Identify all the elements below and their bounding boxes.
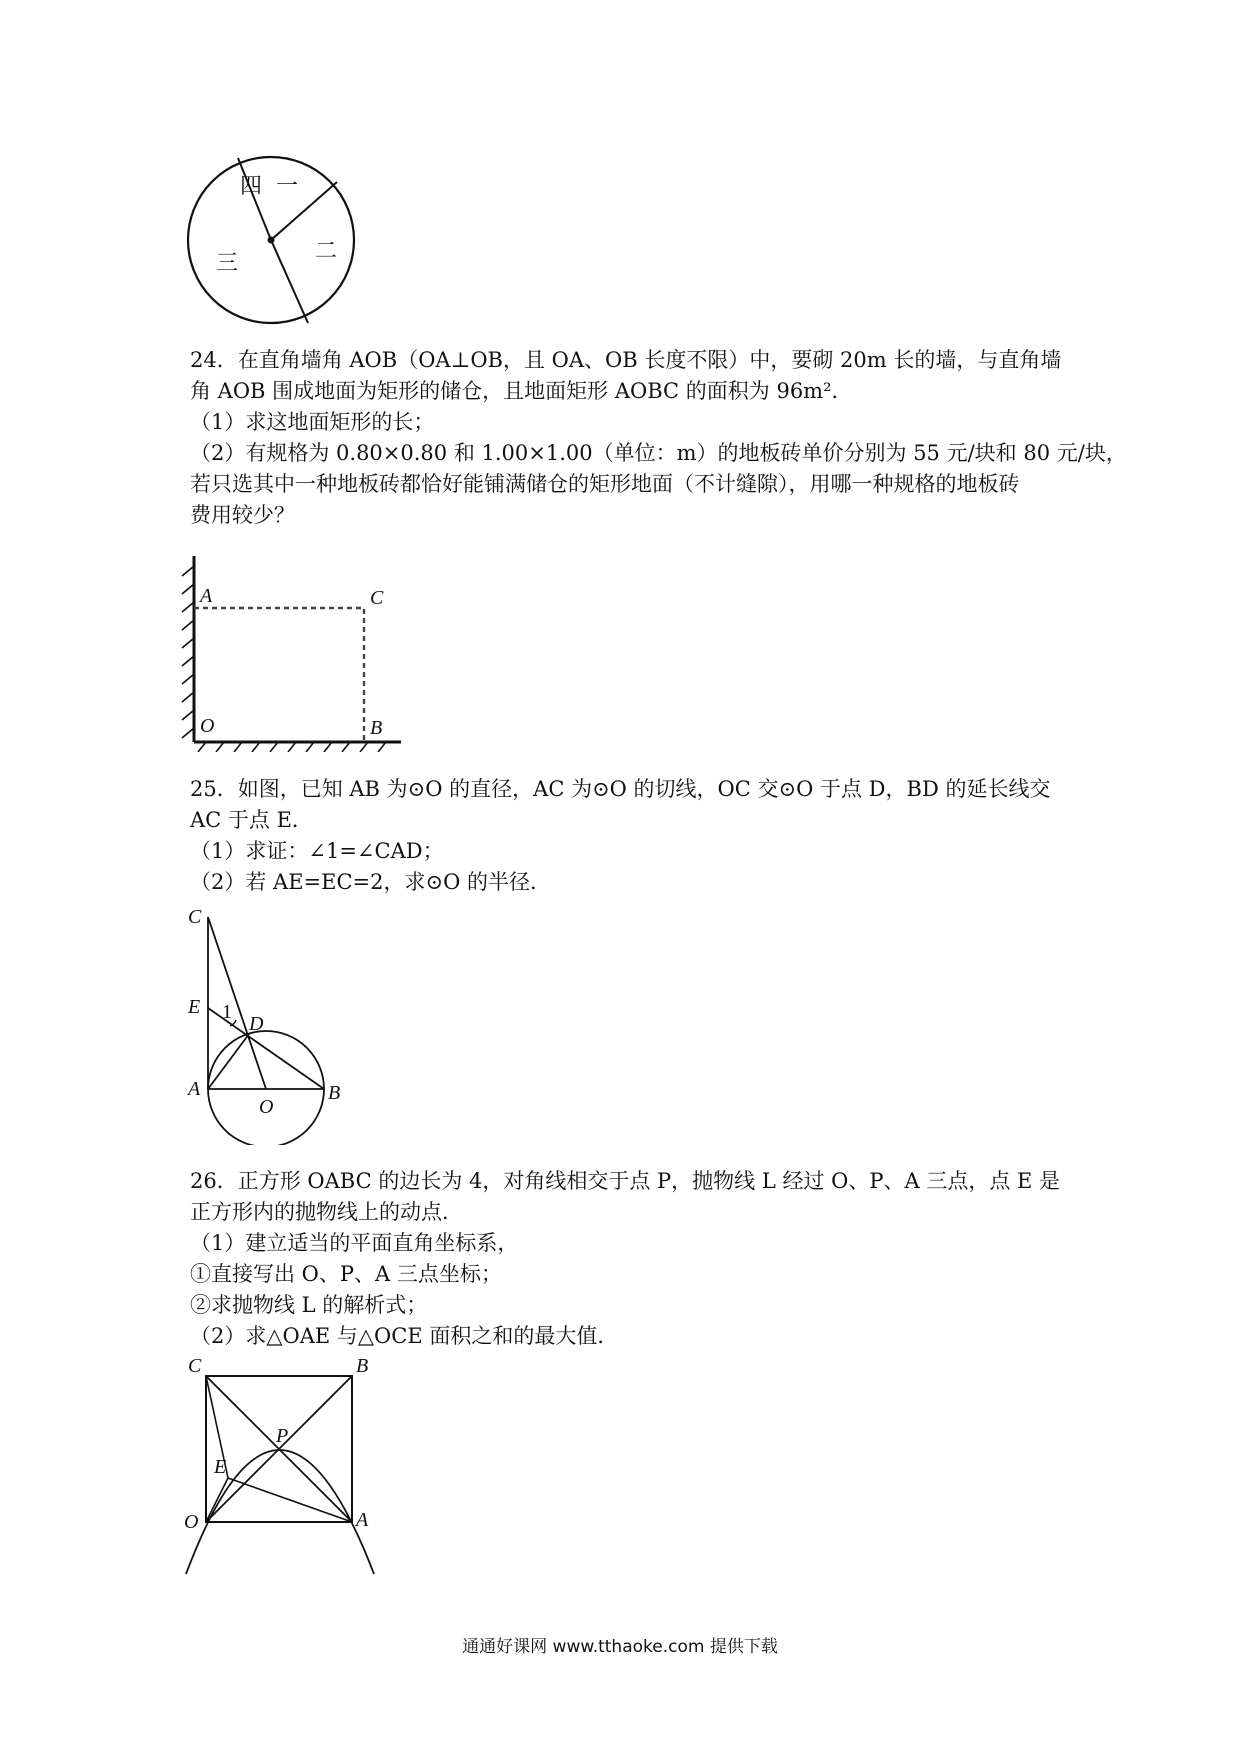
label-B: B	[370, 717, 383, 739]
label-C: C	[188, 906, 202, 928]
label-angle-1: 1	[222, 1001, 232, 1023]
sector-label-2: 二	[315, 239, 338, 264]
q24-line: （1）求这地面矩形的长；	[190, 410, 435, 434]
sector-label-4: 四	[240, 174, 263, 199]
q25-line: （2）若 AE=EC=2，求⊙O 的半径．	[190, 870, 551, 894]
q24-line: 费用较少？	[190, 503, 295, 527]
q26-line: 正方形内的抛物线上的动点．	[190, 1200, 463, 1224]
label-E: E	[214, 1456, 227, 1478]
page-footer: 通通好课网 www.tthaoke.com 提供下载	[462, 1637, 778, 1657]
label-C: C	[370, 587, 384, 609]
q26-line: 26．正方形 OABC 的边长为 4，对角线相交于点 P，抛物线 L 经过 O、P、A 三点，点 E 是	[190, 1169, 1061, 1193]
q26-figure	[184, 1352, 394, 1582]
label-O: O	[200, 715, 215, 737]
question-24	[190, 345, 1127, 531]
question-25	[190, 774, 1070, 898]
label-P: P	[276, 1425, 289, 1447]
label-A: A	[188, 1078, 201, 1100]
label-O: O	[259, 1096, 274, 1118]
q24-figure	[176, 552, 406, 752]
sector-label-1: 一	[276, 174, 299, 199]
q26-line: ①直接写出 O、P、A 三点坐标；	[190, 1262, 502, 1286]
sector-label-3: 三	[216, 251, 239, 276]
label-A: A	[200, 585, 213, 607]
q24-line: 若只选其中一种地板砖都恰好能铺满储仓的矩形地面（不计缝隙），用哪一种规格的地板砖	[190, 472, 1020, 496]
q24-line: （2）有规格为 0.80×0.80 和 1.00×1.00（单位：m）的地板砖单价分别为 55 元/块和 80 元/块，	[190, 441, 1127, 465]
q26-line: （1）建立适当的平面直角坐标系，	[190, 1231, 519, 1255]
label-A: A	[356, 1509, 369, 1531]
spinner-figure	[180, 140, 370, 330]
label-C: C	[188, 1355, 202, 1377]
q26-line: ②求抛物线 L 的解析式；	[190, 1293, 428, 1317]
label-B: B	[328, 1082, 341, 1104]
label-B: B	[356, 1355, 369, 1377]
q24-line: 角 AOB 围成地面为矩形的储仓，且地面矩形 AOBC 的面积为 96m²．	[190, 379, 853, 403]
question-26	[190, 1166, 1070, 1352]
q25-figure	[186, 905, 356, 1145]
q26-line: （2）求△OAE 与△OCE 面积之和的最大值．	[190, 1324, 619, 1348]
label-E: E	[188, 996, 201, 1018]
q25-line: 25．如图，已知 AB 为⊙O 的直径，AC 为⊙O 的切线，OC 交⊙O 于点 D，BD 的延长线交	[190, 777, 1051, 801]
label-D: D	[249, 1013, 264, 1035]
q24-line: 24．在直角墙角 AOB（OA⊥OB，且 OA、OB 长度不限）中，要砌 20m 长的墙，与直角墙	[190, 348, 1062, 372]
q25-line: AC 于点 E．	[190, 808, 313, 832]
q25-line: （1）求证：∠1=∠CAD；	[190, 839, 444, 863]
label-O: O	[184, 1511, 199, 1533]
